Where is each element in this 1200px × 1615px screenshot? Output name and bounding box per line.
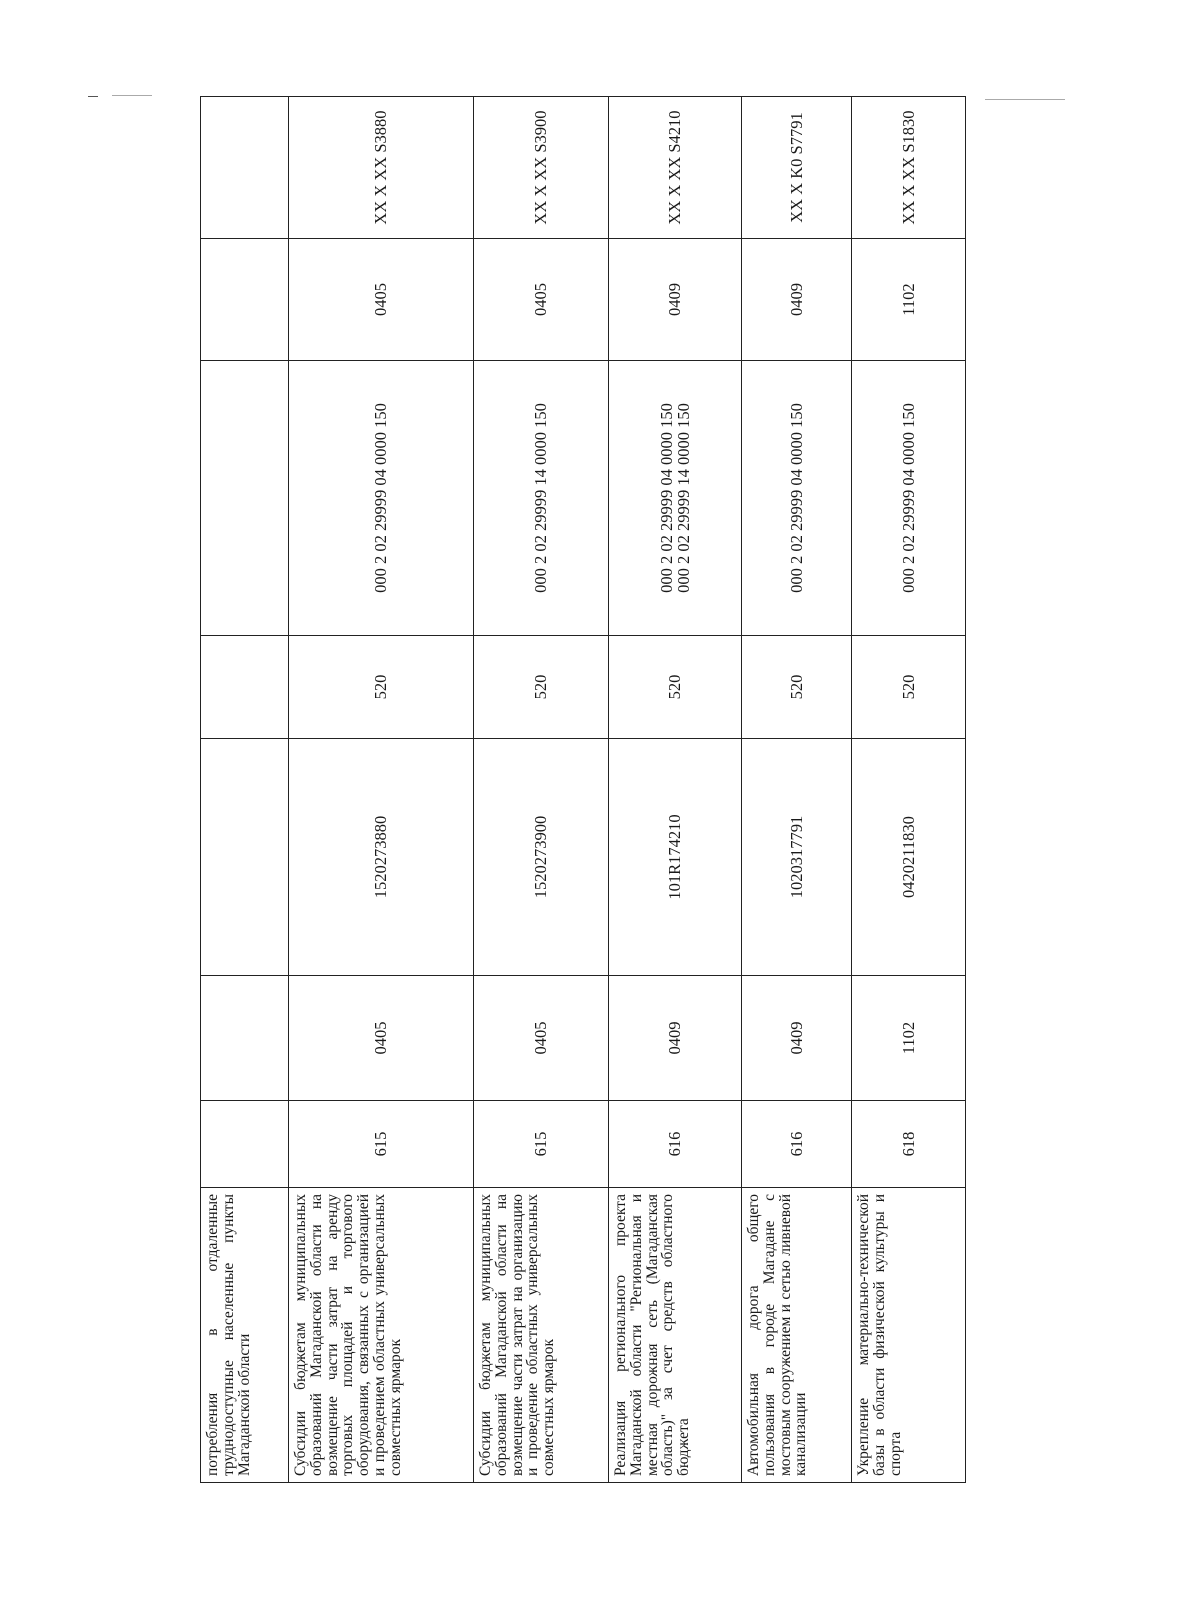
income-code-line: 000 2 02 29999 04 0000 150: [656, 403, 676, 593]
table-row: [742, 97, 852, 1483]
scan-artifact-2: [112, 95, 152, 96]
cell-grbs-code: 615: [289, 1101, 474, 1188]
cell-section-subsection: 0409: [742, 976, 852, 1101]
income-code-line: 000 2 02 29999 14 0000 150: [531, 403, 551, 593]
cell-grbs-code: 615: [474, 1101, 609, 1188]
cell-expense-name: Автомобильная дорога общего пользования в городе Магадане с мостовым сооружением и сетью ливневой канализации: [742, 1188, 852, 1483]
cell-expense-name: Субсидии бюджетам муниципальных образований Магаданской области на возмещение части затрат на организацию и проведение областных универсальных совместных ярмарок: [474, 1188, 609, 1483]
cell-income-code: [474, 361, 609, 636]
cell-expense-type: 520: [742, 636, 852, 739]
cell-expense-type: [201, 636, 289, 739]
cell-target-article: 101R174210: [609, 739, 742, 976]
cell-target-article: [201, 739, 289, 976]
cell-local-target-code: XX X XX S3880: [289, 97, 474, 239]
cell-local-section-subsection: 0405: [289, 239, 474, 361]
cell-income-code: [852, 361, 966, 636]
scan-artifact-1: [88, 96, 98, 97]
table-row: [609, 97, 742, 1483]
cell-section-subsection: [201, 976, 289, 1101]
cell-section-subsection: 0405: [474, 976, 609, 1101]
cell-expense-name: потребления в отдаленные труднодоступные населенные пункты Магаданской области: [201, 1188, 289, 1483]
cell-expense-type: 520: [852, 636, 966, 739]
cell-grbs-code: 616: [609, 1101, 742, 1188]
cell-local-target-code: [201, 97, 289, 239]
cell-grbs-code: [201, 1101, 289, 1188]
cell-expense-name: Укрепление материально-технической базы в области физической культуры и спорта: [852, 1188, 966, 1483]
income-code-line: 000 2 02 29999 04 0000 150: [898, 403, 918, 593]
budget-codes-table: [200, 96, 966, 1483]
cell-expense-name: Реализация регионального проекта Магаданской области "Региональная и местная дорожная сеть (Магаданская область)" за счет средств областного бюджета: [609, 1188, 742, 1483]
cell-target-article: 1020317791: [742, 739, 852, 976]
cell-expense-type: 520: [609, 636, 742, 739]
income-code-line: 000 2 02 29999 14 0000 150: [674, 403, 693, 593]
cell-income-code: [742, 361, 852, 636]
table-row: [474, 97, 609, 1483]
cell-grbs-code: 616: [742, 1101, 852, 1188]
cell-local-target-code: XX X XX S1830: [852, 97, 966, 239]
cell-target-article: 1520273880: [289, 739, 474, 976]
cell-section-subsection: 1102: [852, 976, 966, 1101]
income-code-line: 000 2 02 29999 04 0000 150: [786, 403, 806, 593]
cell-section-subsection: 0405: [289, 976, 474, 1101]
scan-artifact-3: [985, 99, 1065, 100]
cell-expense-name: Субсидии бюджетам муниципальных образований Магаданской области на возмещение части затрат на аренду торговых площадей и торгового оборудования, связанных с организацией и проведением областных универсальных совместных ярмарок: [289, 1188, 474, 1483]
cell-local-section-subsection: [201, 239, 289, 361]
cell-local-section-subsection: 0409: [609, 239, 742, 361]
cell-target-article: 1520273900: [474, 739, 609, 976]
cell-income-code: [201, 361, 289, 636]
table-row: [852, 97, 966, 1483]
cell-grbs-code: 618: [852, 1101, 966, 1188]
table-body: [201, 97, 966, 1483]
cell-target-article: 0420211830: [852, 739, 966, 976]
cell-expense-type: 520: [474, 636, 609, 739]
cell-expense-type: 520: [289, 636, 474, 739]
cell-local-section-subsection: 1102: [852, 239, 966, 361]
cell-section-subsection: 0409: [609, 976, 742, 1101]
table-row: [289, 97, 474, 1483]
table-row: [201, 97, 289, 1483]
cell-local-section-subsection: 0409: [742, 239, 852, 361]
cell-income-code: [609, 361, 742, 636]
cell-local-target-code: XX X XX S4210: [609, 97, 742, 239]
cell-local-target-code: XX X XX S3900: [474, 97, 609, 239]
income-code-line: 000 2 02 29999 04 0000 150: [371, 403, 391, 593]
cell-local-target-code: XX X K0 S7791: [742, 97, 852, 239]
cell-local-section-subsection: 0405: [474, 239, 609, 361]
cell-income-code: [289, 361, 474, 636]
